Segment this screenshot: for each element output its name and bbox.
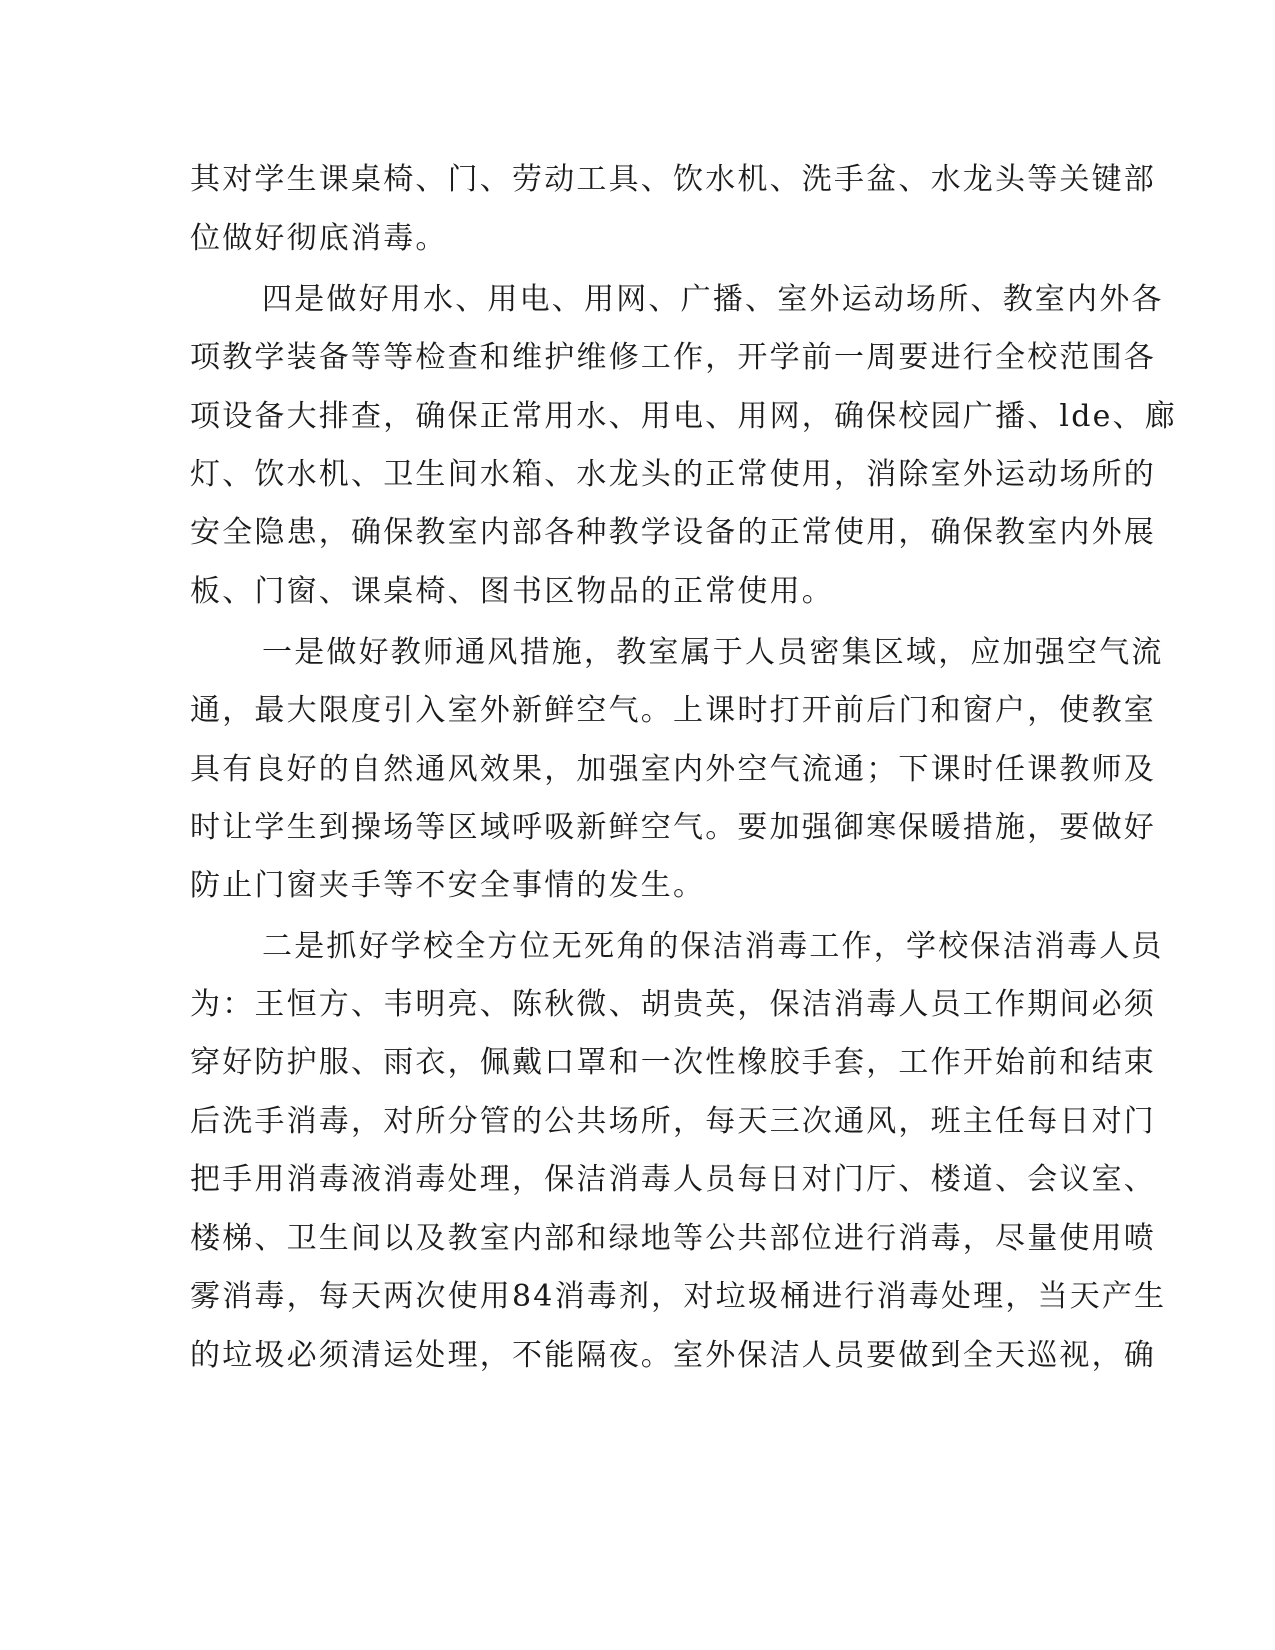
paragraph-first-line: 二是抓好学校全方位无死角的保洁消毒工作，学校保洁消毒人员 [262,929,1164,964]
text-line: 其对学生课桌椅、门、劳动工具、饮水机、洗手盆、水龙头等关键部 [190,162,1156,197]
text-line: 的垃圾必须清运处理，不能隔夜。室外保洁人员要做到全天巡视，确 [190,1338,1156,1373]
paragraph-first-line: 四是做好用水、用电、用网、广播、室外运动场所、教室内外各 [262,282,1164,317]
text-line: 雾消毒，每天两次使用84消毒剂，对垃圾桶进行消毒处理，当天产生 [190,1279,1167,1314]
text-line: 时让学生到操场等区域呼吸新鲜空气。要加强御寒保暖措施，要做好 [190,810,1156,845]
text-line: 板、门窗、课桌椅、图书区物品的正常使用。 [190,574,834,609]
text-line: 为：王恒方、韦明亮、陈秋微、胡贵英，保洁消毒人员工作期间必须 [190,987,1156,1022]
text-line: 具有良好的自然通风效果，加强室内外空气流通；下课时任课教师及 [190,752,1156,787]
text-line: 通，最大限度引入室外新鲜空气。上课时打开前后门和窗户，使教室 [190,693,1156,728]
text-line: 后洗手消毒，对所分管的公共场所，每天三次通风，班主任每日对门 [190,1104,1156,1139]
text-line: 穿好防护服、雨衣，佩戴口罩和一次性橡胶手套，工作开始前和结束 [190,1045,1156,1080]
text-line: 防止门窗夹手等不安全事情的发生。 [190,868,706,903]
text-line: 项设备大排查，确保正常用水、用电、用网，确保校园广播、lde、廊 [190,399,1177,434]
text-line: 灯、饮水机、卫生间水箱、水龙头的正常使用，消除室外运动场所的 [190,457,1156,492]
text-line: 把手用消毒液消毒处理，保洁消毒人员每日对门厅、楼道、会议室、 [190,1162,1156,1197]
text-line: 安全隐患，确保教室内部各种教学设备的正常使用，确保教室内外展 [190,515,1156,550]
text-line: 位做好彻底消毒。 [190,221,448,256]
paragraph-first-line: 一是做好教师通风措施，教室属于人员密集区域，应加强空气流 [262,635,1164,670]
text-line: 楼梯、卫生间以及教室内部和绿地等公共部位进行消毒，尽量使用喷 [190,1221,1156,1256]
text-line: 项教学装备等等检查和维护维修工作，开学前一周要进行全校范围各 [190,340,1156,375]
